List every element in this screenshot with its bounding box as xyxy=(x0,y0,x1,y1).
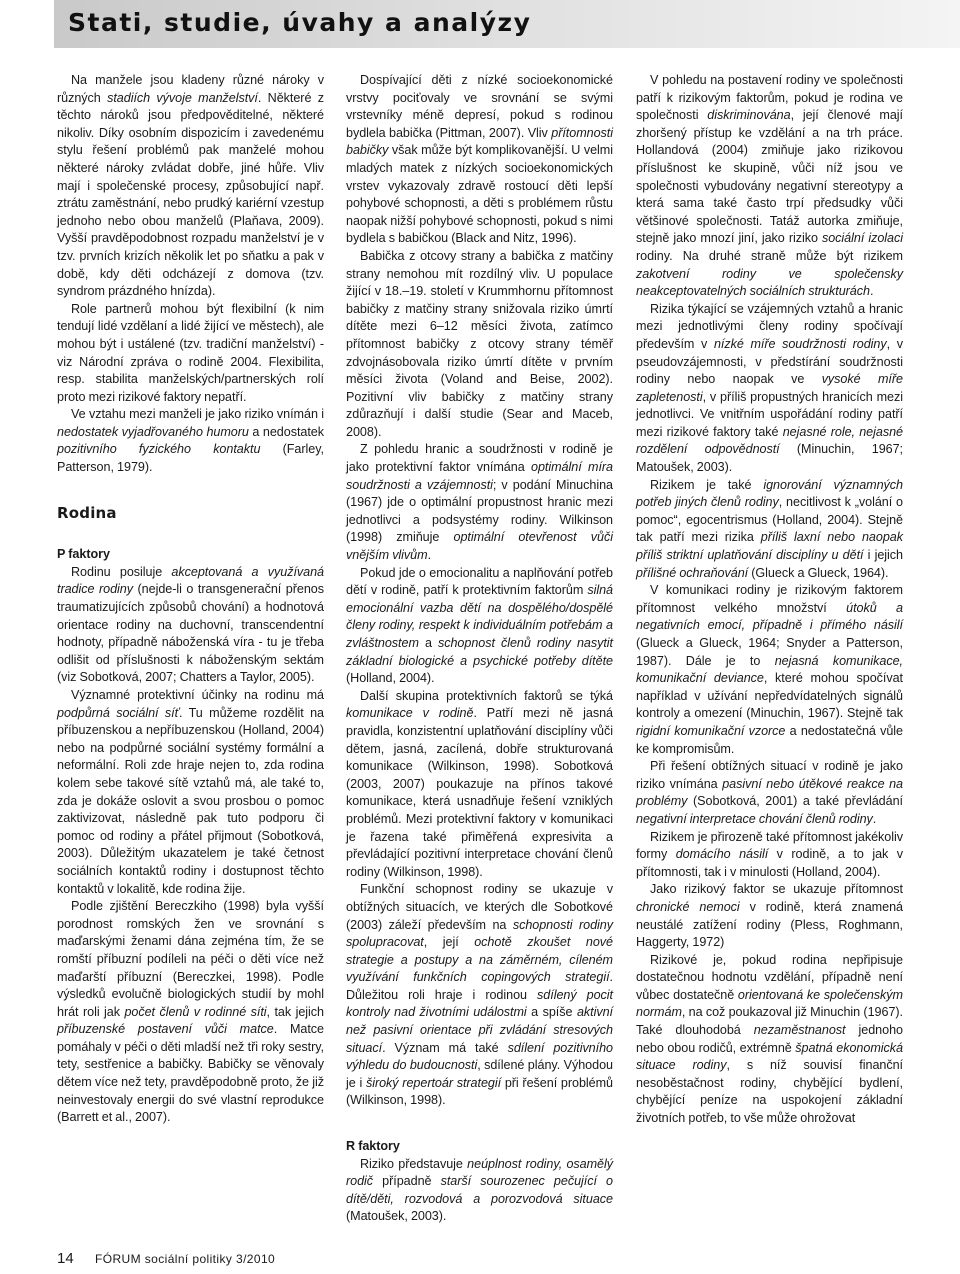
text-run: rodiny. Na druhé straně může být rizikem xyxy=(636,248,903,263)
emphasis-text: široký repertoár strategií xyxy=(365,1075,502,1090)
emphasis-text: počet členů v rodinné síti xyxy=(124,1004,267,1019)
paragraph xyxy=(346,688,613,882)
text-run: Riziko představuje xyxy=(360,1156,468,1171)
text-run: při řešení problémů (Wilkinson, 1998). xyxy=(346,1075,613,1108)
text-run: v rodině, která znamená neustálé zatížení rodiny (Pless, Roghmann, Haggerty, 1972) xyxy=(636,899,903,950)
text-run: (Farley, Patterson, 1979). xyxy=(57,442,324,475)
text-run: v rodině, a to jak v přítomnosti, tak i v minulosti (Holland, 2004). xyxy=(636,847,903,879)
text-run: . Matce pomáhaly v péči o děti mladší než tři roky sestry, tety, sestřenice a babičky. Babičky se věnovaly dětem více než tety, pravděpodobně proto, že již neinvestovaly energii do své vlastní reprodukce (Barrett et al., 2007). xyxy=(57,1022,324,1125)
text-run: . Patří mezi ně jasná pravidla, konzistentní uplatňování disciplíny vůči dětem, jasná, zacílená, dobře strukturovaná komunikace (Wilkinson, 1998). Sobotková (2003, 2007) poukazuje na přínos takové komunikace, která usnadňuje řešení vzniklých problémů. Mezi protektivní faktory v komunikaci je řazena také přiměřená expresivita a převládající pozitivní interpretace chování členů rodiny (Wilkinson, 1998). xyxy=(346,706,613,879)
emphasis-text: orientovaná ke společenským normám xyxy=(636,987,903,1020)
paragraph xyxy=(636,881,903,951)
text-column-3 xyxy=(636,72,903,1128)
text-run: , na což poukazoval již Minuchin (1967). Také dlouhodobá xyxy=(636,1005,903,1038)
text-run: , tak jejich xyxy=(266,1004,324,1019)
emphasis-text: schopnost členů rodiny nasytit základní biologické a psychické potřeby dítěte xyxy=(346,636,613,668)
text-column-2 xyxy=(346,72,613,1226)
text-run: V pohledu na postavení rodiny ve společnosti patří k rizikovým faktorům, pokud je rodina ve společnosti xyxy=(636,73,903,123)
text-run: . xyxy=(869,284,874,299)
emphasis-text: neúplnost rodiny, osamělý rodič xyxy=(346,1156,613,1189)
paragraph xyxy=(346,881,613,1110)
text-run: a nedostatečná vůle ke kompromisům. xyxy=(636,723,903,756)
text-run: Funkční schopnost rodiny se ukazuje v obtížných situacích, ve kterých dle Sobotkové (2003) záleží především na xyxy=(346,882,613,932)
emphasis-text: příliš laxní nebo naopak příliš striktní uplatňování disciplíny u dětí xyxy=(636,530,903,563)
emphasis-text: nejasná komunikace, komunikační deviance xyxy=(636,653,903,686)
emphasis-text: podpůrná sociální síť xyxy=(57,705,179,720)
page-number: 14 xyxy=(57,1250,74,1267)
text-column-1 xyxy=(57,72,324,1127)
text-run: Jako rizikový faktor se ukazuje přítomnost xyxy=(650,882,903,897)
emphasis-text: nezaměstnanost xyxy=(753,1023,846,1038)
paragraph xyxy=(636,477,903,583)
text-run: Dospívající děti z nízké socioekonomické vrstvy pociťovaly ve srovnání se svými vrstevníky méně depresí, pokud s rodinou bydlela babička (Pittman, 2007). Vliv xyxy=(346,73,613,140)
paragraph xyxy=(57,72,324,301)
text-run: Rodinu posiluje xyxy=(71,564,172,579)
paragraph xyxy=(636,829,903,882)
emphasis-text: diskriminována xyxy=(707,108,791,123)
emphasis-text: nedostatek vyjadřovaného humoru xyxy=(57,424,249,439)
text-run: Další skupina protektivních faktorů se týká xyxy=(360,688,613,703)
text-run: a spíše xyxy=(526,1005,577,1020)
text-run: , její členové mají zhoršený přístup ke vzdělání a na trh práce. Hollandová (2004) zmiňuje jako rizikovou příslušnost ke skupině, vůči níž jsou ve společnosti vybudovány negativní stereotypy a která sama také často trpí předsudky vůči většinové společnosti. Tatáž autorka zmiňuje, stejně jako mnozí jiní, jako riziko xyxy=(636,108,903,246)
text-run: však může být komplikovanější. U velmi mladých matek z nízkých socioekonomických vrstev vykazovaly zdravě rostoucí děti lepší pohybové schopnosti, a děti s problémem růstu naopak nižší pohybové schopnosti, pokud s nimi bydlela s babičkou (Black and Nitz, 1996). xyxy=(346,143,613,246)
text-run: Při řešení obtížných situací v rodině je jako riziko vnímána xyxy=(636,759,903,791)
text-run: , její xyxy=(423,935,475,950)
paragraph xyxy=(57,687,324,898)
text-run: a nedostatek xyxy=(248,424,324,439)
text-run: Ve vztahu mezi manželi je jako riziko vnímán i xyxy=(71,407,324,422)
paragraph xyxy=(636,72,903,301)
journal-name: FÓRUM sociální politiky 3/2010 xyxy=(95,1252,276,1266)
text-run: případně xyxy=(373,1174,441,1189)
text-run: Rizika týkající se vzájemných vztahů a hranic mezi jednotlivými členy rodiny spočívají především v xyxy=(636,301,903,351)
paragraph xyxy=(57,564,324,687)
emphasis-text: ochotě zkoušet nové strategie a postupy a na záměrném, cíleném využívání funkčních copingových strategií xyxy=(346,935,613,985)
emphasis-text: rigidní komunikační vzorce xyxy=(636,723,786,738)
text-run: (nejde-li o transgenerační přenos traumatizujících způsobů chování) a hodnotová orientace rodiny na duchovní, transcendentní hodnoty, případně náboženská víra - tu je třeba odlišit od příslušnosti k náboženským sektám (viz Sobotková, 2007; Chatters a Taylor, 2005). xyxy=(57,582,324,685)
text-run: a xyxy=(418,636,438,650)
text-run: . Některé z těchto nároků jsou předpověditelné, některé nikoliv. Díky osobním dispozicím i zavedenému stylu řešení problémů pak manželé mohou některé nároky zvládat dobře, jiné hůře. Vliv mají i společenské procesy, způsobující např. ztrátu zaměstnání, nebo prudký kariérní vzestup jednoho nebo obou manželů (Plaňava, 2009). Vyšší pravděpodobnost rozpadu manželství je v tzv. prvních krizích několik let po sňatku a pak v době, kdy děti odcházejí z domova (tzv. syndrom prázdného hnízda). xyxy=(57,90,324,299)
paragraph xyxy=(636,758,903,828)
paragraph xyxy=(346,248,613,442)
emphasis-text: ignorování významných potřeb jiných členů rodiny xyxy=(636,477,903,510)
emphasis-text: pasivní nebo útěkové reakce na problémy xyxy=(636,776,903,809)
text-run: , které mohou spočívat například v užívání nepředvídatelných signálů kontroly a omezení (Minuchin, 1967). Stejně tak xyxy=(636,671,904,721)
emphasis-text: negativní interpretace chování členů rodiny xyxy=(636,811,873,826)
paragraph xyxy=(636,952,903,1128)
text-run: V komunikaci rodiny je rizikovým faktorem přítomnost velkého množství xyxy=(636,583,903,615)
text-run: i jejich xyxy=(863,548,903,563)
paragraph xyxy=(57,301,324,407)
emphasis-text: domácího násilí xyxy=(675,847,769,862)
emphasis-text: stadiích vývoje manželství xyxy=(107,90,258,105)
text-run: , necitlivost k „volání o pomoc“, egocentrismus (Holland, 2004). Stejně tak patří mezi rizika xyxy=(636,495,903,545)
text-run: , sdílené plány. Výhodou je i xyxy=(346,1058,613,1090)
emphasis-text: chronické nemoci xyxy=(636,899,740,914)
emphasis-text: silná emocionální vazba dětí na dospělého/dospělé členy rodiny, respekt k individuálním potřebám a zvláštnostem xyxy=(346,583,613,650)
text-run: Významné protektivní účinky na rodinu má xyxy=(71,688,324,702)
emphasis-text: sdílený pocit kontroly nad životními událostmi xyxy=(346,987,613,1020)
text-run: (Glueck a Glueck, 1964; Snyder a Patterson, 1987). Dále je to xyxy=(636,636,903,668)
emphasis-text: sdílení pozitivního výhledu do budoucnosti xyxy=(346,1040,613,1073)
paragraph xyxy=(346,565,613,688)
emphasis-text: přílišné ochraňování xyxy=(636,565,749,580)
emphasis-text: schopnosti rodiny spolupracovat xyxy=(346,917,614,950)
paragraph xyxy=(57,406,324,476)
page-title: Stati, studie, úvahy a analýzy xyxy=(68,8,532,37)
emphasis-text: sociální izolaci xyxy=(821,231,903,246)
emphasis-text: přítomnosti babičky xyxy=(346,125,613,158)
text-run: (Holland, 2004). xyxy=(346,671,435,686)
spacer xyxy=(346,1110,613,1124)
text-run: Rizikem je přirozeně také přítomnost jakékoliv formy xyxy=(636,829,903,862)
text-run: , v pseudovzájemnosti, v předstírání soudržnosti rodiny nebo naopak ve xyxy=(636,336,904,387)
emphasis-text: nízké míře soudržnosti rodiny xyxy=(713,336,887,351)
header-accent xyxy=(0,0,54,48)
emphasis-text: optimální otevřenost vůči vnějším vlivům xyxy=(346,530,613,563)
emphasis-text: akceptovaná a využívaná tradice rodiny xyxy=(57,564,324,597)
emphasis-text: starší sourozenec pečující o dítě/děti, rozvodová a porozvodová situace xyxy=(346,1174,613,1206)
emphasis-text: pozitivního fyzického kontaktu xyxy=(57,442,261,457)
text-run: (Glueck a Glueck, 1964). xyxy=(748,565,889,580)
text-run: Na manžele jsou kladeny různé nároky v různých xyxy=(57,73,324,105)
text-run: , v příliš propustných hranicích mezi jednotlivci. Ve vnitřním uspořádání rodiny patří mezi rizikové faktory také xyxy=(636,389,903,439)
section-heading: Rodina xyxy=(57,503,117,522)
paragraph xyxy=(346,72,613,248)
text-run: Z pohledu hranic a soudržnosti v rodině je jako protektivní faktor vnímána xyxy=(346,442,613,475)
text-run: Role partnerů mohou být flexibilní (k nim tendují lidé vzdělaní a lidé žijící ve městech), ale mohou být i ustálené (tzv. tradiční manželství) - viz Národní zpráva o rodině 2004. Flexibilita, resp. stabilita manželských/partnerských rolí proto mezi rizikové faktory nepatří. xyxy=(57,301,324,404)
emphasis-text: špatná ekonomická situace rodiny xyxy=(636,1040,903,1073)
text-run: Rizikové je, pokud rodina nepřipisuje dostatečnou hodnotu vzdělání, případně není vůbec dostatečně xyxy=(636,952,903,1002)
text-run: . xyxy=(872,811,877,826)
text-run: Pokud jde o emocionalitu a naplňování potřeb dětí v rodině, patří k protektivním faktorům xyxy=(346,565,613,598)
emphasis-text: aktivní než pasivní orientace při zvládání stresových situací xyxy=(346,1005,613,1055)
text-run: (Minuchin, 1967; Matoušek, 2003). xyxy=(636,442,904,475)
text-run: ; v podání Minuchina (1967) jde o optimální propustnost hranic mezi jednotlivci a podsystémy rodiny. Wilkinson (1998) zmiňuje xyxy=(346,477,613,545)
text-run: , s níž souvisí finanční nesoběstačnost rodiny, chybějící bydlení, chybějící peníze na uspokojení základní životních potřeb, to vše může ohrožovat xyxy=(636,1058,904,1126)
emphasis-text: vysoké míře zapletenosti xyxy=(636,372,903,404)
emphasis-text: optimální míra soudržnosti a vzájemnosti xyxy=(346,460,613,492)
emphasis-text: zakotvení rodiny ve společensky neakceptovatelných sociálních strukturách xyxy=(636,266,903,299)
paragraph xyxy=(636,301,903,477)
text-run: . xyxy=(427,548,432,563)
text-run: . Tu můžeme rozdělit na příbuzenskou a nepříbuzenskou (Holland, 2004) nebo na podpůrné sociální systémy formální a neformální. Roli zde hraje nejen to, zda rodina kolem sebe takové sítě vztahů má, ale také to, zda je dokáže oslovit a svou prosbou o pomoc zaktivizovat, následně pak tuto podporu či pomoc od rodiny a přátel přijmout (Sobotková, 2003). Důležitým ukazatelem je také četnost sociálních kontaktů rodiny i dostupnost těchto kontaktů v lokalitě, kde rodina žije. xyxy=(57,705,324,896)
text-run: jednoho nebo obou rodičů, extrémně xyxy=(636,1023,903,1055)
text-run: Babička z otcovy strany a babička z matčiny strany nemohou mít rozdílný vliv. U populace žijící v 18.–19. století v Krummhornu přítomnost babičky z matčiny strany snižovala riziko úmrtí dítěte mezi 6–12 měsíci života, zatímco přítomnost babičky z otcovy strany téměř zdvojnásobovala riziko úmrtí dítěte v prvním měsíci života (Voland and Beise, 2002). Pozitivní vliv babičky z matčiny strany zdůrazňují i další studie (Sear and Maceb, 2008). xyxy=(346,248,613,439)
text-run: Podle zjištění Bereczkiho (1998) byla vyšší porodnost romských žen ve srovnání s maďarskými ženami dána zejména tím, že se romští příbuzní podíleli na péči o děti více než maďarští příbuzní (Bereczkei, 1998). Podle výsledků evolučně biologických studií by mohl hrát roli jak xyxy=(57,899,324,1019)
text-run: Rizikem je také xyxy=(650,477,764,492)
page-footer xyxy=(57,1250,275,1267)
paragraph xyxy=(346,1156,613,1226)
emphasis-text: komunikace v rodině xyxy=(346,706,474,721)
paragraph xyxy=(636,582,903,758)
paragraph xyxy=(57,898,324,1127)
text-run: (Sobotková, 2001) a také převládání xyxy=(687,794,903,809)
emphasis-text: útoků a negativních emocí, případně i přímého násilí xyxy=(636,600,903,633)
emphasis-text: nejasné role, nejasné rozdělení odpovědností xyxy=(636,424,903,457)
text-run: (Matoušek, 2003). xyxy=(346,1209,447,1224)
subsection-heading: P faktory xyxy=(57,547,110,562)
subsection-heading: R faktory xyxy=(346,1139,400,1154)
emphasis-text: příbuzenské postavení vůči matce xyxy=(57,1022,274,1037)
paragraph xyxy=(346,441,613,564)
text-run: . Důležitou roli hraje i rodinou xyxy=(346,970,613,1002)
text-run: . Význam má také xyxy=(382,1040,508,1055)
